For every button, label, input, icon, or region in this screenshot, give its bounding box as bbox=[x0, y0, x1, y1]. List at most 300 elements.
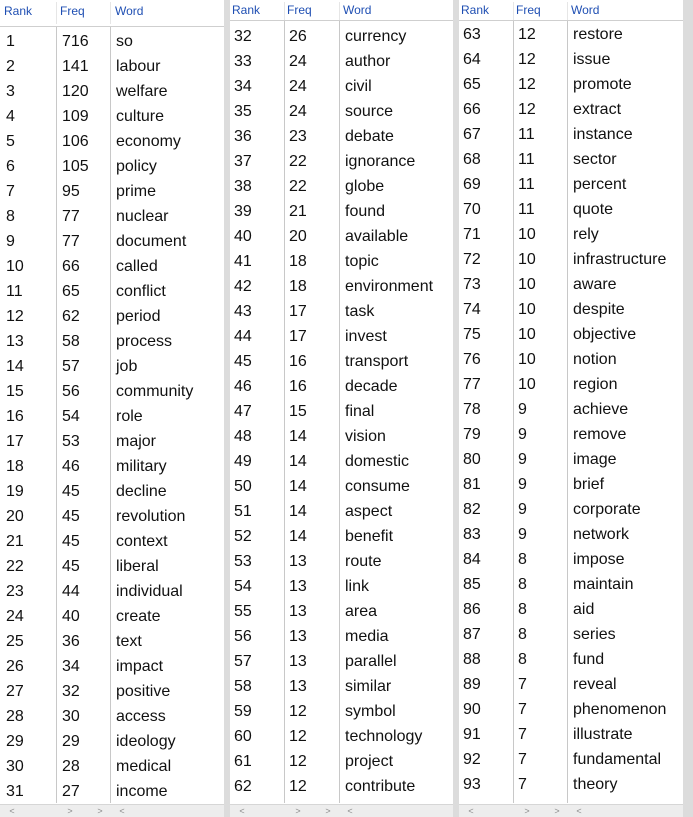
table-row[interactable] bbox=[230, 174, 453, 199]
word-cell: prime bbox=[116, 183, 157, 200]
rank-cell: 65 bbox=[463, 76, 481, 93]
rank-cell: 85 bbox=[463, 576, 481, 593]
rank-cell: 8 bbox=[6, 208, 15, 225]
freq-column-header[interactable]: Freq bbox=[516, 3, 541, 17]
rank-cell: 4 bbox=[6, 108, 15, 125]
freq-cell: 45 bbox=[62, 533, 80, 550]
word-cell: illustrate bbox=[573, 726, 633, 743]
table-row[interactable] bbox=[230, 224, 453, 249]
scroll-right-arrow-icon[interactable]: > bbox=[554, 806, 560, 816]
column-header-row bbox=[0, 0, 224, 26]
rank-cell: 71 bbox=[463, 226, 481, 243]
table-row[interactable] bbox=[459, 172, 683, 197]
table-row[interactable] bbox=[0, 154, 224, 179]
rank-cell: 41 bbox=[234, 253, 252, 270]
scroll-left-arrow-icon[interactable]: < bbox=[347, 806, 353, 816]
word-cell: contribute bbox=[345, 778, 416, 795]
freq-cell: 58 bbox=[62, 333, 80, 350]
freq-cell: 13 bbox=[289, 678, 307, 695]
freq-cell: 23 bbox=[289, 128, 307, 145]
table-row[interactable] bbox=[0, 429, 224, 454]
rank-cell: 48 bbox=[234, 428, 252, 445]
table-row[interactable] bbox=[230, 124, 453, 149]
table-row[interactable] bbox=[230, 624, 453, 649]
freq-cell: 16 bbox=[289, 353, 307, 370]
header-divider[interactable] bbox=[284, 2, 285, 20]
word-cell: individual bbox=[116, 583, 183, 600]
rank-cell: 1 bbox=[6, 33, 15, 50]
table-row[interactable] bbox=[459, 322, 683, 347]
word-cell: aid bbox=[573, 601, 595, 618]
table-row[interactable] bbox=[459, 47, 683, 72]
word-cell: remove bbox=[573, 426, 627, 443]
rank-cell: 32 bbox=[234, 28, 252, 45]
scroll-left-arrow-icon[interactable]: < bbox=[576, 806, 582, 816]
table-row[interactable] bbox=[230, 774, 453, 799]
table-row[interactable] bbox=[230, 474, 453, 499]
rank-cell: 34 bbox=[234, 78, 252, 95]
word-cell: task bbox=[345, 303, 375, 320]
rank-cell: 55 bbox=[234, 603, 252, 620]
table-row[interactable] bbox=[459, 347, 683, 372]
word-cell: military bbox=[116, 458, 167, 475]
freq-cell: 8 bbox=[518, 626, 527, 643]
freq-cell: 45 bbox=[62, 483, 80, 500]
word-cell: job bbox=[116, 358, 138, 375]
rank-cell: 84 bbox=[463, 551, 481, 568]
freq-cell: 10 bbox=[518, 276, 536, 293]
rank-cell: 37 bbox=[234, 153, 252, 170]
table-row[interactable] bbox=[459, 147, 683, 172]
table-row[interactable] bbox=[230, 249, 453, 274]
freq-cell: 24 bbox=[289, 78, 307, 95]
rank-cell: 91 bbox=[463, 726, 481, 743]
word-cell: so bbox=[116, 33, 133, 50]
scroll-right-arrow-icon[interactable]: > bbox=[295, 806, 301, 816]
table-row[interactable] bbox=[459, 397, 683, 422]
scroll-right-arrow-icon[interactable]: > bbox=[524, 806, 530, 816]
freq-cell: 105 bbox=[62, 158, 89, 175]
freq-cell: 12 bbox=[289, 728, 307, 745]
table-row[interactable] bbox=[0, 104, 224, 129]
rank-cell: 53 bbox=[234, 553, 252, 570]
table-row[interactable] bbox=[0, 679, 224, 704]
freq-cell: 13 bbox=[289, 628, 307, 645]
word-cell: source bbox=[345, 103, 394, 120]
freq-cell: 65 bbox=[62, 283, 80, 300]
table-row[interactable] bbox=[459, 472, 683, 497]
rank-cell: 63 bbox=[463, 26, 481, 43]
table-row[interactable] bbox=[230, 324, 453, 349]
header-divider[interactable] bbox=[513, 2, 514, 20]
freq-cell: 45 bbox=[62, 558, 80, 575]
freq-cell: 11 bbox=[518, 126, 535, 143]
scroll-left-arrow-icon[interactable]: < bbox=[9, 806, 15, 816]
table-row[interactable] bbox=[459, 697, 683, 722]
word-cell: final bbox=[345, 403, 375, 420]
word-cell: similar bbox=[345, 678, 392, 695]
word-cell: text bbox=[116, 633, 142, 650]
scroll-right-arrow-icon[interactable]: > bbox=[97, 806, 103, 816]
rank-cell: 20 bbox=[6, 508, 24, 525]
table-row[interactable] bbox=[459, 672, 683, 697]
rank-cell: 6 bbox=[6, 158, 15, 175]
table-row[interactable] bbox=[459, 22, 683, 47]
table-row[interactable] bbox=[459, 297, 683, 322]
rank-cell: 89 bbox=[463, 676, 481, 693]
word-cell: reveal bbox=[573, 676, 617, 693]
freq-cell: 10 bbox=[518, 301, 536, 318]
table-row[interactable] bbox=[230, 299, 453, 324]
rank-cell: 38 bbox=[234, 178, 252, 195]
rank-cell: 19 bbox=[6, 483, 24, 500]
scroll-left-arrow-icon[interactable]: < bbox=[468, 806, 474, 816]
table-row[interactable] bbox=[0, 754, 224, 779]
table-row[interactable] bbox=[230, 374, 453, 399]
table-row[interactable] bbox=[459, 547, 683, 572]
word-cell: technology bbox=[345, 728, 423, 745]
rank-cell: 66 bbox=[463, 101, 481, 118]
table-row[interactable] bbox=[230, 24, 453, 49]
table-row[interactable] bbox=[459, 722, 683, 747]
scroll-left-arrow-icon[interactable]: < bbox=[239, 806, 245, 816]
table-row[interactable] bbox=[0, 79, 224, 104]
word-cell: project bbox=[345, 753, 394, 770]
horizontal-scrollbar[interactable] bbox=[230, 804, 453, 817]
rank-cell: 62 bbox=[234, 778, 252, 795]
rank-cell: 74 bbox=[463, 301, 481, 318]
table-row[interactable] bbox=[230, 99, 453, 124]
table-row[interactable] bbox=[0, 279, 224, 304]
word-cell: instance bbox=[573, 126, 633, 143]
freq-cell: 12 bbox=[518, 101, 536, 118]
rank-cell: 75 bbox=[463, 326, 481, 343]
freq-cell: 10 bbox=[518, 376, 536, 393]
rank-cell: 12 bbox=[6, 308, 24, 325]
rank-cell: 31 bbox=[6, 783, 24, 800]
freq-cell: 45 bbox=[62, 508, 80, 525]
freq-cell: 16 bbox=[289, 378, 307, 395]
table-row[interactable] bbox=[459, 497, 683, 522]
rank-cell: 73 bbox=[463, 276, 481, 293]
word-cell: major bbox=[116, 433, 157, 450]
table-row[interactable] bbox=[0, 229, 224, 254]
table-row[interactable] bbox=[459, 72, 683, 97]
table-row[interactable] bbox=[230, 499, 453, 524]
freq-cell: 24 bbox=[289, 53, 307, 70]
word-cell: environment bbox=[345, 278, 434, 295]
freq-cell: 8 bbox=[518, 651, 527, 668]
table-row[interactable] bbox=[230, 199, 453, 224]
table-row[interactable] bbox=[0, 254, 224, 279]
freq-cell: 9 bbox=[518, 451, 527, 468]
freq-cell: 120 bbox=[62, 83, 89, 100]
rank-cell: 30 bbox=[6, 758, 24, 775]
freq-column-header[interactable]: Freq bbox=[287, 3, 312, 17]
scroll-left-arrow-icon[interactable]: < bbox=[119, 806, 125, 816]
header-divider[interactable] bbox=[567, 2, 568, 20]
freq-cell: 30 bbox=[62, 708, 80, 725]
freq-cell: 11 bbox=[518, 201, 535, 218]
word-cell: domestic bbox=[345, 453, 410, 470]
table-row[interactable] bbox=[230, 599, 453, 624]
table-row[interactable] bbox=[459, 247, 683, 272]
table-row[interactable] bbox=[459, 422, 683, 447]
scroll-right-arrow-icon[interactable]: > bbox=[67, 806, 73, 816]
word-cell: fundamental bbox=[573, 751, 662, 768]
rank-cell: 72 bbox=[463, 251, 481, 268]
freq-cell: 54 bbox=[62, 408, 80, 425]
rank-cell: 77 bbox=[463, 376, 481, 393]
table-row[interactable] bbox=[459, 97, 683, 122]
table-row[interactable] bbox=[0, 54, 224, 79]
word-cell: author bbox=[345, 53, 391, 70]
table-row[interactable] bbox=[459, 272, 683, 297]
table-row[interactable] bbox=[0, 604, 224, 629]
table-row[interactable] bbox=[459, 197, 683, 222]
word-cell: brief bbox=[573, 476, 605, 493]
freq-cell: 34 bbox=[62, 658, 80, 675]
word-cell: impact bbox=[116, 658, 164, 675]
rank-cell: 47 bbox=[234, 403, 252, 420]
word-cell: rely bbox=[573, 226, 599, 243]
table-row[interactable] bbox=[0, 554, 224, 579]
rank-cell: 78 bbox=[463, 401, 481, 418]
table-row[interactable] bbox=[0, 379, 224, 404]
freq-cell: 7 bbox=[518, 751, 527, 768]
table-row[interactable] bbox=[230, 699, 453, 724]
rank-cell: 69 bbox=[463, 176, 481, 193]
table-row[interactable] bbox=[0, 129, 224, 154]
word-cell: ignorance bbox=[345, 153, 416, 170]
word-cell: invest bbox=[345, 328, 387, 345]
header-divider[interactable] bbox=[339, 2, 340, 20]
table-row[interactable] bbox=[0, 779, 224, 804]
table-row[interactable] bbox=[230, 274, 453, 299]
header-divider[interactable] bbox=[56, 2, 57, 24]
table-row[interactable] bbox=[230, 349, 453, 374]
word-cell: welfare bbox=[116, 83, 168, 100]
rank-cell: 22 bbox=[6, 558, 24, 575]
freq-cell: 57 bbox=[62, 358, 80, 375]
rank-cell: 11 bbox=[6, 283, 23, 300]
word-cell: region bbox=[573, 376, 618, 393]
freq-cell: 10 bbox=[518, 351, 536, 368]
header-underline bbox=[0, 26, 224, 27]
word-cell: policy bbox=[116, 158, 157, 175]
table-row[interactable] bbox=[230, 449, 453, 474]
word-cell: vision bbox=[345, 428, 386, 445]
header-divider[interactable] bbox=[110, 2, 111, 24]
freq-column-header[interactable]: Freq bbox=[60, 4, 85, 18]
table-row[interactable] bbox=[0, 579, 224, 604]
table-row[interactable] bbox=[230, 49, 453, 74]
rank-cell: 51 bbox=[234, 503, 252, 520]
table-row[interactable] bbox=[459, 372, 683, 397]
word-column-header[interactable]: Word bbox=[115, 4, 144, 18]
freq-cell: 13 bbox=[289, 553, 307, 570]
freq-cell: 12 bbox=[518, 26, 536, 43]
freq-cell: 22 bbox=[289, 153, 307, 170]
table-row[interactable] bbox=[230, 524, 453, 549]
rank-cell: 29 bbox=[6, 733, 24, 750]
table-row[interactable] bbox=[230, 399, 453, 424]
freq-cell: 13 bbox=[289, 578, 307, 595]
scroll-right-arrow-icon[interactable]: > bbox=[325, 806, 331, 816]
freq-cell: 12 bbox=[518, 76, 536, 93]
word-cell: symbol bbox=[345, 703, 396, 720]
rank-cell: 33 bbox=[234, 53, 252, 70]
table-row[interactable] bbox=[0, 529, 224, 554]
table-row[interactable] bbox=[0, 179, 224, 204]
word-cell: currency bbox=[345, 28, 407, 45]
table-row[interactable] bbox=[0, 704, 224, 729]
word-column-header[interactable]: Word bbox=[571, 3, 600, 17]
table-row[interactable] bbox=[459, 622, 683, 647]
freq-cell: 7 bbox=[518, 701, 527, 718]
rank-cell: 40 bbox=[234, 228, 252, 245]
table-row[interactable] bbox=[459, 572, 683, 597]
word-cell: percent bbox=[573, 176, 627, 193]
table-row[interactable] bbox=[230, 674, 453, 699]
word-cell: aspect bbox=[345, 503, 393, 520]
rank-cell: 35 bbox=[234, 103, 252, 120]
rank-cell: 83 bbox=[463, 526, 481, 543]
table-row[interactable] bbox=[0, 629, 224, 654]
rank-column-header[interactable]: Rank bbox=[461, 3, 490, 17]
freq-cell: 9 bbox=[518, 426, 527, 443]
table-row[interactable] bbox=[0, 204, 224, 229]
table-row[interactable] bbox=[0, 654, 224, 679]
table-row[interactable] bbox=[459, 747, 683, 772]
rank-cell: 10 bbox=[6, 258, 24, 275]
rank-cell: 57 bbox=[234, 653, 252, 670]
freq-cell: 109 bbox=[62, 108, 89, 125]
rank-cell: 43 bbox=[234, 303, 252, 320]
table-row[interactable] bbox=[0, 504, 224, 529]
table-row[interactable] bbox=[459, 447, 683, 472]
freq-cell: 20 bbox=[289, 228, 307, 245]
freq-cell: 53 bbox=[62, 433, 80, 450]
table-row[interactable] bbox=[0, 354, 224, 379]
freq-cell: 7 bbox=[518, 776, 527, 793]
word-cell: found bbox=[345, 203, 386, 220]
freq-cell: 21 bbox=[289, 203, 307, 220]
freq-cell: 40 bbox=[62, 608, 80, 625]
rank-cell: 81 bbox=[463, 476, 481, 493]
rank-cell: 27 bbox=[6, 683, 24, 700]
word-cell: nuclear bbox=[116, 208, 169, 225]
table-row[interactable] bbox=[230, 424, 453, 449]
word-cell: theory bbox=[573, 776, 618, 793]
table-row[interactable] bbox=[0, 404, 224, 429]
table-row[interactable] bbox=[459, 122, 683, 147]
rank-cell: 49 bbox=[234, 453, 252, 470]
freq-cell: 141 bbox=[62, 58, 89, 75]
freq-cell: 46 bbox=[62, 458, 80, 475]
table-row[interactable] bbox=[0, 329, 224, 354]
table-row[interactable] bbox=[459, 772, 683, 797]
freq-cell: 12 bbox=[289, 703, 307, 720]
table-row[interactable] bbox=[459, 647, 683, 672]
word-cell: area bbox=[345, 603, 378, 620]
horizontal-scrollbar[interactable] bbox=[459, 804, 683, 817]
freq-cell: 77 bbox=[62, 233, 80, 250]
rank-cell: 92 bbox=[463, 751, 481, 768]
table-row[interactable] bbox=[459, 222, 683, 247]
rank-cell: 46 bbox=[234, 378, 252, 395]
word-cell: period bbox=[116, 308, 161, 325]
table-row[interactable] bbox=[0, 479, 224, 504]
freq-cell: 15 bbox=[289, 403, 307, 420]
table-row[interactable] bbox=[230, 74, 453, 99]
table-row[interactable] bbox=[0, 454, 224, 479]
word-cell: restore bbox=[573, 26, 623, 43]
freq-cell: 14 bbox=[289, 528, 307, 545]
freq-cell: 106 bbox=[62, 133, 89, 150]
table-row[interactable] bbox=[0, 729, 224, 754]
rank-column-header[interactable]: Rank bbox=[4, 4, 33, 18]
word-cell: document bbox=[116, 233, 187, 250]
rank-cell: 93 bbox=[463, 776, 481, 793]
rank-cell: 88 bbox=[463, 651, 481, 668]
word-list-panel-1 bbox=[0, 0, 224, 817]
word-cell: network bbox=[573, 526, 630, 543]
freq-cell: 24 bbox=[289, 103, 307, 120]
rank-cell: 87 bbox=[463, 626, 481, 643]
freq-cell: 18 bbox=[289, 253, 307, 270]
table-row[interactable] bbox=[230, 649, 453, 674]
table-row[interactable] bbox=[0, 304, 224, 329]
table-row[interactable] bbox=[0, 29, 224, 54]
word-cell: income bbox=[116, 783, 168, 800]
rank-cell: 7 bbox=[6, 183, 15, 200]
rank-cell: 64 bbox=[463, 51, 481, 68]
rank-cell: 82 bbox=[463, 501, 481, 518]
table-row[interactable] bbox=[459, 597, 683, 622]
rank-cell: 26 bbox=[6, 658, 24, 675]
word-cell: objective bbox=[573, 326, 637, 343]
rank-column-header[interactable]: Rank bbox=[232, 3, 261, 17]
freq-cell: 10 bbox=[518, 251, 536, 268]
table-row[interactable] bbox=[230, 724, 453, 749]
freq-cell: 14 bbox=[289, 478, 307, 495]
rank-cell: 16 bbox=[6, 408, 24, 425]
rank-cell: 44 bbox=[234, 328, 252, 345]
rank-cell: 24 bbox=[6, 608, 24, 625]
freq-cell: 66 bbox=[62, 258, 80, 275]
rank-cell: 2 bbox=[6, 58, 15, 75]
table-row[interactable] bbox=[230, 149, 453, 174]
freq-cell: 12 bbox=[518, 51, 536, 68]
word-cell: aware bbox=[573, 276, 617, 293]
word-column-header[interactable]: Word bbox=[343, 3, 372, 17]
table-row[interactable] bbox=[230, 574, 453, 599]
rank-cell: 61 bbox=[234, 753, 252, 770]
word-cell: issue bbox=[573, 51, 611, 68]
freq-cell: 17 bbox=[289, 303, 307, 320]
freq-cell: 27 bbox=[62, 783, 80, 800]
table-row[interactable] bbox=[230, 549, 453, 574]
word-cell: notion bbox=[573, 351, 617, 368]
rank-cell: 28 bbox=[6, 708, 24, 725]
table-row[interactable] bbox=[230, 749, 453, 774]
horizontal-scrollbar[interactable] bbox=[0, 804, 224, 817]
table-row[interactable] bbox=[459, 522, 683, 547]
rank-cell: 21 bbox=[6, 533, 24, 550]
rank-cell: 79 bbox=[463, 426, 481, 443]
word-cell: economy bbox=[116, 133, 181, 150]
